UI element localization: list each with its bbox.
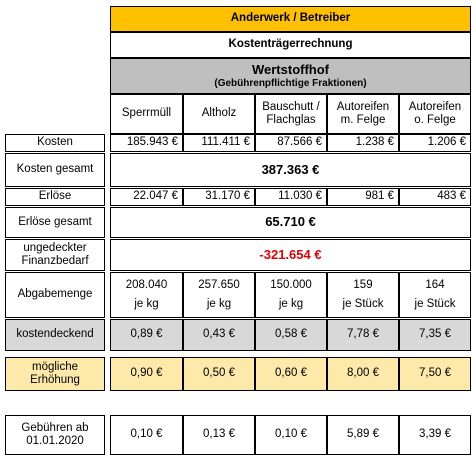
gebuehren-cell: 5,89 € (327, 415, 399, 455)
kostendeckend-cell: 0,89 € (110, 319, 183, 351)
erloese-gesamt-value: 65.710 € (110, 207, 471, 238)
facility-header (110, 58, 471, 94)
erhoehung-cell: 0,60 € (255, 357, 327, 391)
kostendeckend-cell: 0,43 € (183, 319, 255, 351)
erloese-cell: 483 € (399, 188, 471, 206)
abgabemenge-cell: 164 je Stück (399, 272, 471, 318)
erloese-cell: 31.170 € (183, 188, 255, 206)
kostendeckend-cell: 0,58 € (255, 319, 327, 351)
erhoehung-cell: 7,50 € (399, 357, 471, 391)
cost-accounting-title: Kostenträgerrechnung (110, 32, 471, 58)
kosten-cell: 1.206 € (399, 134, 471, 152)
erloese-cell: 11.030 € (255, 188, 327, 206)
gebuehren-cell: 0,13 € (183, 415, 255, 455)
kosten-cell: 87.566 € (255, 134, 327, 152)
row-label-erloese: Erlöse (5, 188, 105, 206)
column-header-reifen-ohne-felge: Autoreifen o. Felge (399, 94, 471, 134)
kostendeckend-cell: 7,35 € (399, 319, 471, 351)
row-label-erhoehung: mögliche Erhöhung (5, 357, 105, 391)
kosten-cell: 185.943 € (110, 134, 183, 152)
erhoehung-cell: 0,90 € (110, 357, 183, 391)
column-header-bauschutt: Bauschutt / Flachglas (255, 94, 327, 134)
gebuehren-cell: 3,39 € (399, 415, 471, 455)
row-label-kosten-gesamt: Kosten gesamt (5, 153, 105, 187)
row-label-kostendeckend: kostendeckend (5, 319, 105, 351)
abgabemenge-cell: 159 je Stück (327, 272, 399, 318)
kostendeckend-cell: 7,78 € (327, 319, 399, 351)
erloese-cell: 981 € (327, 188, 399, 206)
kosten-cell: 111.411 € (183, 134, 255, 152)
column-header-sperrmuell: Sperrmüll (110, 94, 183, 134)
row-label-kosten: Kosten (5, 134, 105, 152)
abgabemenge-cell: 257.650 je kg (183, 272, 255, 318)
abgabemenge-cell: 208.040 je kg (110, 272, 183, 318)
kosten-cell: 1.238 € (327, 134, 399, 152)
row-label-finanzbedarf: ungedeckter Finanzbedarf (5, 239, 105, 271)
row-label-erloese-gesamt: Erlöse gesamt (5, 207, 105, 238)
kosten-gesamt-value: 387.363 € (110, 153, 471, 187)
gebuehren-cell: 0,10 € (110, 415, 183, 455)
abgabemenge-cell: 150.000 je kg (255, 272, 327, 318)
column-header-altholz: Altholz (183, 94, 255, 134)
erhoehung-cell: 0,50 € (183, 357, 255, 391)
erloese-cell: 22.047 € (110, 188, 183, 206)
row-label-gebuehren: Gebühren ab 01.01.2020 (5, 415, 105, 455)
column-header-reifen-mit-felge: Autoreifen m. Felge (327, 94, 399, 134)
finanzbedarf-value: -321.654 € (110, 239, 471, 271)
row-label-abgabemenge: Abgabemenge (5, 272, 105, 318)
erhoehung-cell: 8,00 € (327, 357, 399, 391)
operator-header: Anderwerk / Betreiber (110, 6, 471, 32)
facility-title: Wertstoffhof (251, 61, 330, 77)
gebuehren-cell: 0,10 € (255, 415, 327, 455)
facility-note: (Gebührenpflichtige Fraktionen) (214, 77, 367, 89)
